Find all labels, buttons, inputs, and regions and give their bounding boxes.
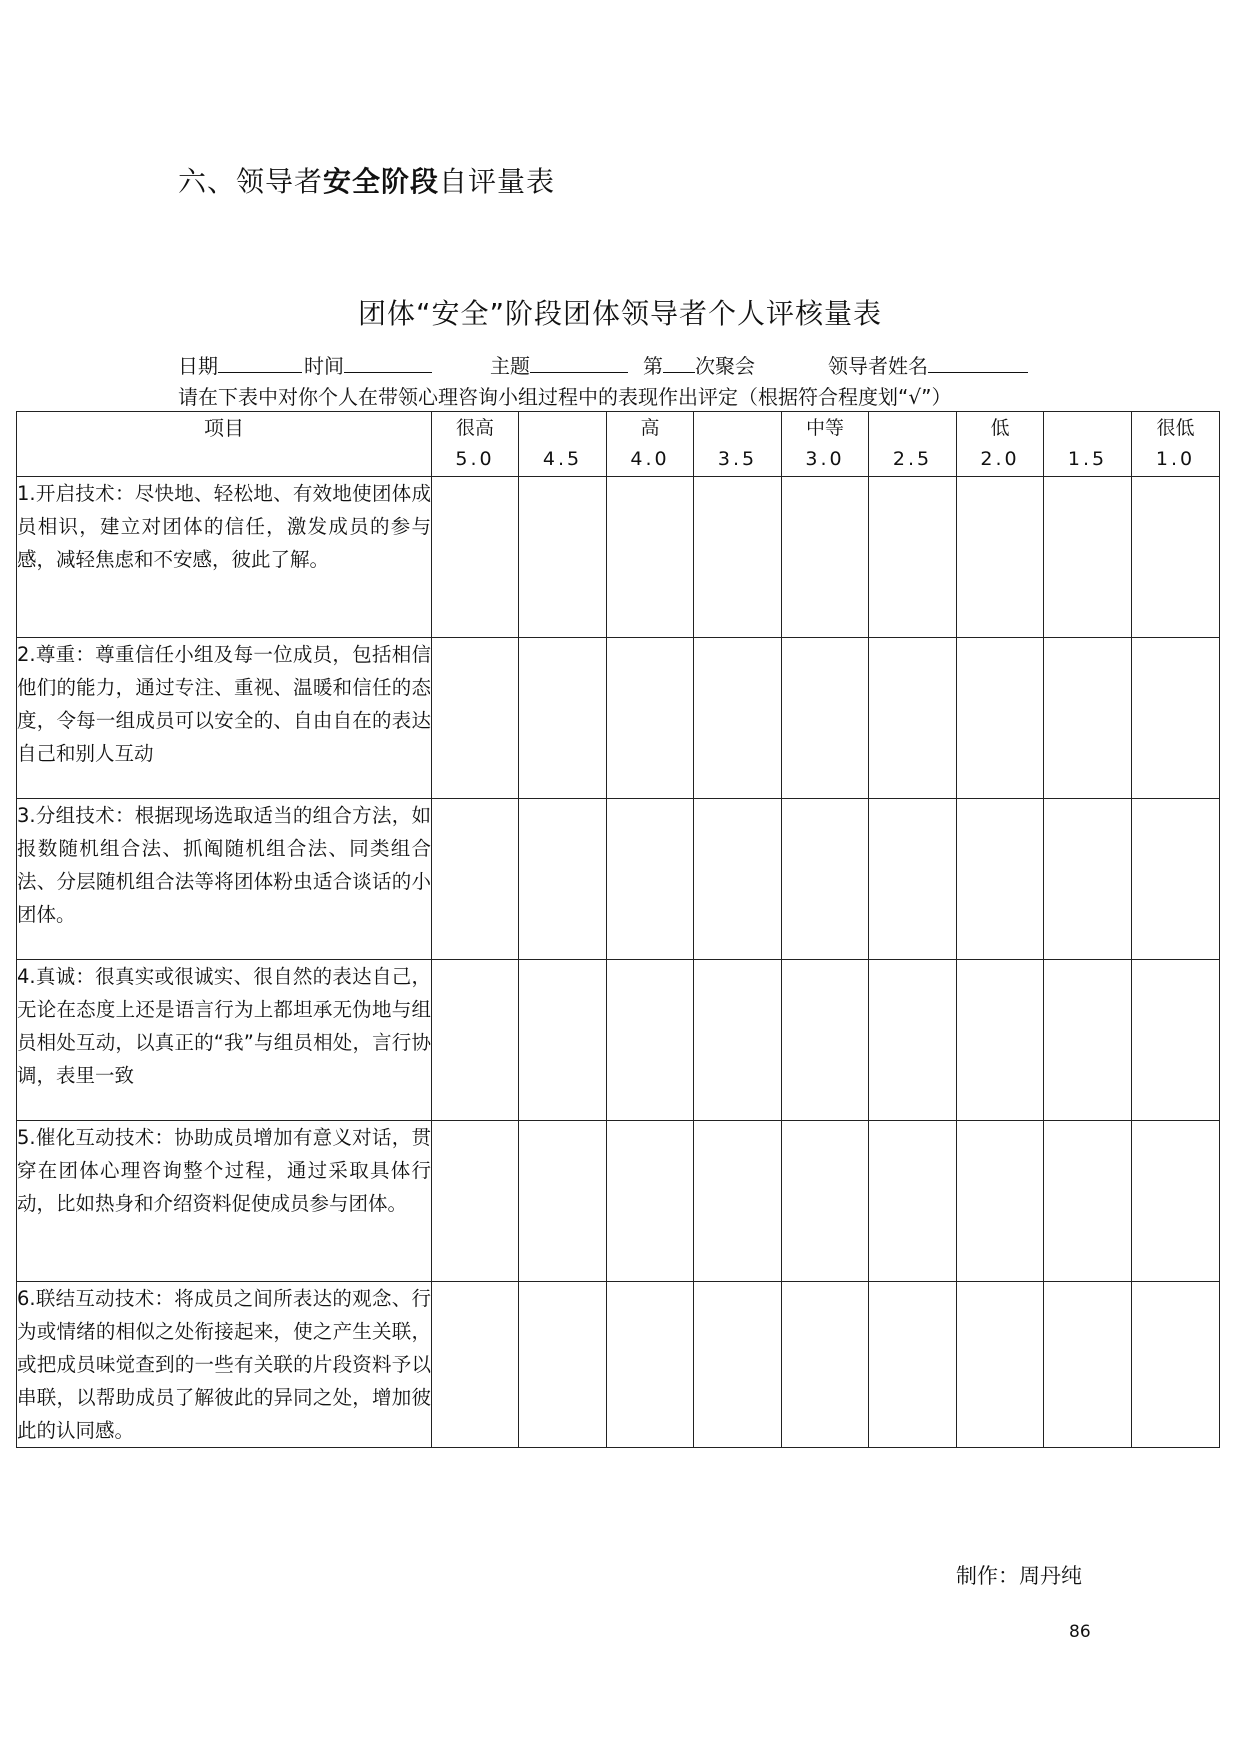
- rating-cell[interactable]: [869, 960, 957, 1121]
- time-blank[interactable]: [344, 354, 432, 373]
- section-title-bold: 安全阶段: [323, 165, 440, 198]
- rating-cell[interactable]: [1044, 1121, 1132, 1282]
- rating-cell[interactable]: [782, 638, 869, 799]
- section-title: [178, 160, 555, 200]
- rating-cell[interactable]: [519, 960, 607, 1121]
- rating-cell[interactable]: [957, 638, 1044, 799]
- rating-cell[interactable]: [694, 799, 782, 960]
- rating-cell[interactable]: [782, 477, 869, 638]
- rating-cell[interactable]: [432, 638, 519, 799]
- rating-cell[interactable]: [869, 638, 957, 799]
- item-description: 4.真诚：很真实或很诚实、很自然的表达自己，无论在态度上还是语言行为上都坦承无伪地与组员相处互动，以真正的“我”与组员相处，言行协调，表里一致: [17, 960, 432, 1121]
- rating-cell[interactable]: [519, 1282, 607, 1448]
- rating-cell[interactable]: [1132, 477, 1220, 638]
- score-label: 很高: [455, 417, 494, 439]
- score-value: 4.0: [630, 448, 670, 470]
- page-number: 86: [1069, 1622, 1091, 1642]
- section-title-prefix: 六、领导者: [178, 165, 324, 198]
- rating-cell[interactable]: [957, 1282, 1044, 1448]
- session-field[interactable]: [643, 350, 755, 379]
- item-description: 6.联结互动技术：将成员之间所表达的观念、行为或情绪的相似之处衔接起来，使之产生关联，或把成员味觉查到的一些有关联的片段资料予以串联，以帮助成员了解彼此的异同之处，增加彼此的认同感。: [17, 1282, 432, 1448]
- table-row: [17, 1282, 1220, 1448]
- rating-cell[interactable]: [1132, 1121, 1220, 1282]
- topic-blank[interactable]: [530, 354, 628, 373]
- rating-cell[interactable]: [957, 477, 1044, 638]
- score-label: [694, 412, 781, 444]
- rating-cell[interactable]: [957, 1121, 1044, 1282]
- table-row: [17, 799, 1220, 960]
- rating-cell[interactable]: [957, 960, 1044, 1121]
- rating-cell[interactable]: [519, 1121, 607, 1282]
- time-label: 时间: [304, 354, 344, 378]
- rating-cell[interactable]: [957, 799, 1044, 960]
- rating-cell[interactable]: [694, 1121, 782, 1282]
- rating-cell[interactable]: [782, 960, 869, 1121]
- score-value: 2.5: [892, 448, 933, 470]
- score-header: [694, 412, 782, 477]
- header-row: [17, 412, 1220, 477]
- score-label: 很低: [1156, 417, 1195, 439]
- rating-cell[interactable]: [1132, 638, 1220, 799]
- rating-cell[interactable]: [782, 799, 869, 960]
- score-label: [519, 412, 606, 444]
- rating-cell[interactable]: [432, 960, 519, 1121]
- session-blank[interactable]: [663, 354, 695, 373]
- score-header: [607, 412, 694, 477]
- item-description: 1.开启技术：尽快地、轻松地、有效地使团体成员相识，建立对团体的信任，激发成员的参与感，减轻焦虑和不安感，彼此了解。: [17, 477, 432, 638]
- section-title-suffix: 自评量表: [439, 165, 556, 198]
- table-row: [17, 1121, 1220, 1282]
- score-label: [869, 412, 956, 444]
- time-field[interactable]: [304, 350, 432, 379]
- table-row: [17, 960, 1220, 1121]
- rating-cell[interactable]: [607, 477, 694, 638]
- rating-cell[interactable]: [869, 477, 957, 638]
- rating-cell[interactable]: [1132, 1282, 1220, 1448]
- rating-cell[interactable]: [1044, 638, 1132, 799]
- leader-blank[interactable]: [928, 354, 1028, 373]
- rating-cell[interactable]: [1132, 799, 1220, 960]
- topic-field[interactable]: [490, 350, 628, 379]
- score-header: [1132, 412, 1220, 477]
- score-value: 1.0: [1155, 448, 1196, 470]
- rating-cell[interactable]: [432, 1121, 519, 1282]
- score-header: [869, 412, 957, 477]
- maker: 制作：周丹纯: [956, 1564, 1082, 1588]
- rating-cell[interactable]: [519, 477, 607, 638]
- rating-cell[interactable]: [519, 638, 607, 799]
- rating-cell[interactable]: [782, 1282, 869, 1448]
- rating-cell[interactable]: [432, 477, 519, 638]
- item-description: 5.催化互动技术：协助成员增加有意义对话，贯穿在团体心理咨询整个过程，通过采取具体行动，比如热身和介绍资料促使成员参与团体。: [17, 1121, 432, 1282]
- rating-cell[interactable]: [1132, 960, 1220, 1121]
- rating-cell[interactable]: [869, 799, 957, 960]
- leader-label: 领导者姓名: [828, 354, 928, 378]
- score-label: 低: [990, 417, 1010, 439]
- score-label: [1044, 412, 1131, 444]
- score-label: 高: [640, 417, 660, 439]
- rating-cell[interactable]: [519, 799, 607, 960]
- score-value: 3.5: [717, 448, 758, 470]
- session-suffix: 次聚会: [695, 354, 755, 378]
- item-description: 3.分组技术：根据现场选取适当的组合方法，如报数随机组合法、抓阄随机组合法、同类组合法、分层随机组合法等将团体粉虫适合谈话的小团体。: [17, 799, 432, 960]
- score-header: [1044, 412, 1132, 477]
- score-header: [957, 412, 1044, 477]
- score-header: [432, 412, 519, 477]
- rating-cell[interactable]: [432, 799, 519, 960]
- rating-cell[interactable]: [694, 477, 782, 638]
- instruction: 请在下表中对你个人在带领心理咨询小组过程中的表现作出评定（根据符合程度划“√”）: [178, 385, 952, 409]
- rating-cell[interactable]: [694, 960, 782, 1121]
- rating-cell[interactable]: [782, 1121, 869, 1282]
- session-prefix: 第: [643, 354, 663, 378]
- form-title: 团体“安全”阶段团体领导者个人评核量表: [357, 297, 882, 330]
- score-value: 1.5: [1067, 448, 1108, 470]
- rating-cell[interactable]: [607, 1121, 694, 1282]
- score-header: [519, 412, 607, 477]
- score-value: 3.0: [805, 448, 845, 470]
- table-row: [17, 638, 1220, 799]
- rating-cell[interactable]: [607, 799, 694, 960]
- evaluation-table: [16, 411, 1220, 1448]
- topic-label: 主题: [490, 354, 530, 378]
- rating-cell[interactable]: [607, 638, 694, 799]
- date-label: 日期: [178, 354, 218, 378]
- rating-cell[interactable]: [694, 638, 782, 799]
- date-field[interactable]: [178, 350, 302, 379]
- table-row: [17, 477, 1220, 638]
- rating-cell[interactable]: [1044, 1282, 1132, 1448]
- rating-cell[interactable]: [607, 960, 694, 1121]
- score-value: 4.5: [542, 448, 583, 470]
- score-value: 2.0: [980, 448, 1020, 470]
- rating-cell[interactable]: [607, 1282, 694, 1448]
- score-label: 中等: [805, 417, 844, 439]
- rating-cell[interactable]: [1044, 799, 1132, 960]
- rating-cell[interactable]: [1044, 477, 1132, 638]
- rating-cell[interactable]: [1044, 960, 1132, 1121]
- table-body: [17, 477, 1220, 1448]
- date-blank[interactable]: [218, 354, 302, 373]
- leader-name-field[interactable]: [828, 350, 1028, 379]
- score-value: 5.0: [455, 448, 495, 470]
- item-description: 2.尊重：尊重信任小组及每一位成员，包括相信他们的能力，通过专注、重视、温暖和信任的态度，令每一组成员可以安全的、自由自在的表达自己和别人互动: [17, 638, 432, 799]
- item-header: 项目: [17, 412, 432, 477]
- rating-cell[interactable]: [694, 1282, 782, 1448]
- rating-cell[interactable]: [869, 1282, 957, 1448]
- rating-cell[interactable]: [869, 1121, 957, 1282]
- score-header: [782, 412, 869, 477]
- rating-cell[interactable]: [432, 1282, 519, 1448]
